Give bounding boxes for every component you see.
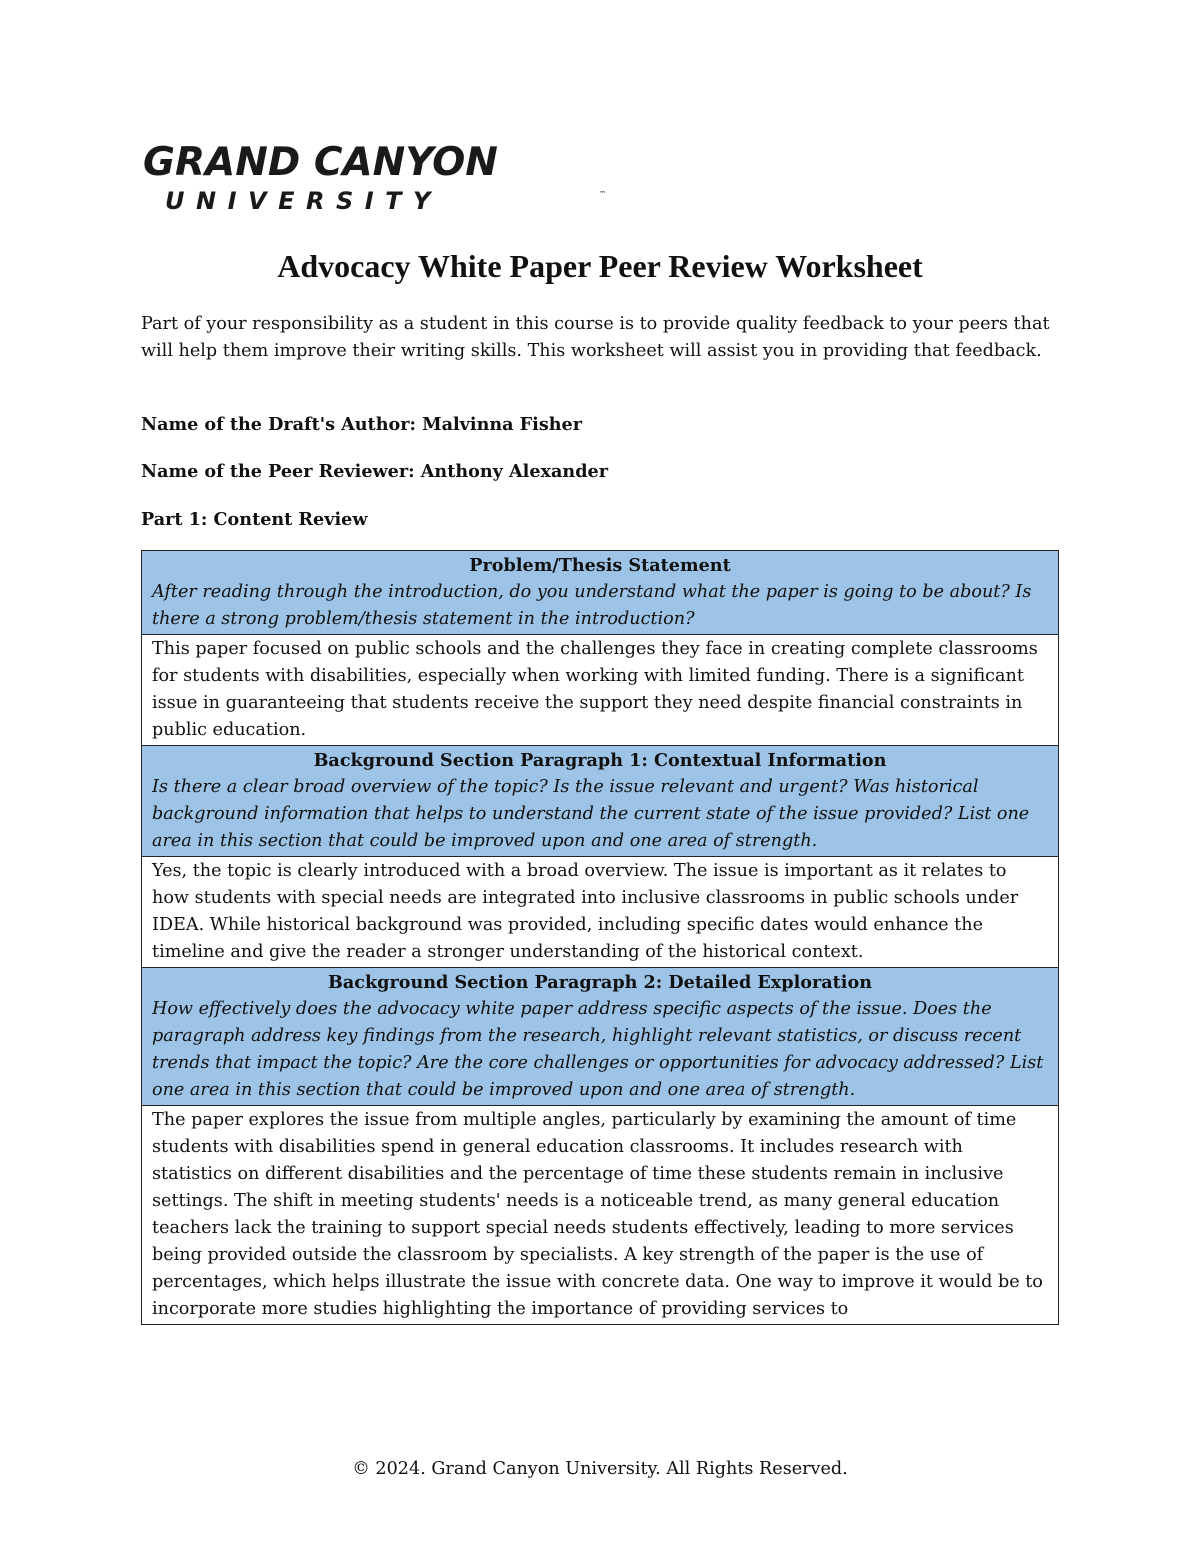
section-header-cell: [142, 968, 1059, 1106]
section-header-row: [142, 551, 1059, 635]
logo-trademark: ™: [599, 190, 606, 198]
section-title: Background Section Paragraph 1: Contextual Information: [313, 750, 887, 771]
section-prompt: How effectively does the advocacy white paper address specific aspects of the issue. Does the paragraph address key findings from the research, highlight relevant statistics, or discuss recent trends that impact the topic? Are the core challenges or opportunities for advocacy addressed? List one area in this section that could be improved upon and one area of strength.: [152, 999, 1044, 1100]
section-header-cell: [142, 551, 1059, 635]
section-response-cell: The paper explores the issue from multiple angles, particularly by examining the amount of time students with disabilities spend in general education classrooms. It includes research with statistics on different disabilities and the percentage of time these students remain in inclusive settings. The shift in meeting students' needs is a noticeable trend, as many general education teachers lack the training to support special needs students effectively, leading to more services being provided outside the classroom by specialists. A key strength of the paper is the use of percentages, which helps illustrate the issue with concrete data. One way to improve it would be to incorporate more studies highlighting the importance of providing services to: [142, 1106, 1059, 1325]
logo-wordmark-top: GRAND CANYON: [143, 140, 498, 185]
copyright-footer: © 2024. Grand Canyon University. All Rights Reserved.: [352, 1459, 848, 1479]
section-response-cell: This paper focused on public schools and the challenges they face in creating complete classrooms for students with disabilities, especially when working with limited funding. There is a significant issue in guaranteeing that students receive the support they need despite financial constraints in public education.: [142, 635, 1059, 746]
content-review-table: [141, 550, 1059, 1325]
section-header-row: [142, 746, 1059, 857]
section-header-cell: [142, 746, 1059, 857]
logo-wordmark-bottom: UNIVERSITY: [165, 187, 442, 215]
section-response-row: [142, 635, 1059, 746]
section-response-row: [142, 857, 1059, 968]
section-header-row: [142, 968, 1059, 1106]
part-heading: Part 1: Content Review: [141, 509, 368, 530]
section-title: Background Section Paragraph 2: Detailed Exploration: [327, 972, 873, 993]
university-logo: [143, 140, 606, 220]
reviewer-name-line: Name of the Peer Reviewer: Anthony Alexander: [141, 461, 608, 482]
section-title: Problem/Thesis Statement: [469, 555, 731, 576]
document-title: Advocacy White Paper Peer Review Worksheet: [277, 248, 923, 284]
author-name-line: Name of the Draft's Author: Malvinna Fisher: [141, 414, 583, 435]
intro-paragraph: Part of your responsibility as a student in this course is to provide quality feedback to your peers that will help them improve their writing skills. This worksheet will assist you in providing that feedback.: [141, 314, 1050, 361]
section-response-cell: Yes, the topic is clearly introduced with a broad overview. The issue is important as it relates to how students with special needs are integrated into inclusive classrooms in public schools under IDEA. While historical background was provided, including specific dates would enhance the timeline and give the reader a stronger understanding of the historical context.: [142, 857, 1059, 968]
section-response-row: [142, 1106, 1059, 1325]
section-prompt: Is there a clear broad overview of the topic? Is the issue relevant and urgent? Was historical background information that helps to understand the current state of the issue provided? List one area in this section that could be improved upon and one area of strength.: [152, 777, 1030, 851]
section-prompt: After reading through the introduction, do you understand what the paper is going to be about? Is there a strong problem/thesis statement in the introduction?: [152, 582, 1032, 629]
